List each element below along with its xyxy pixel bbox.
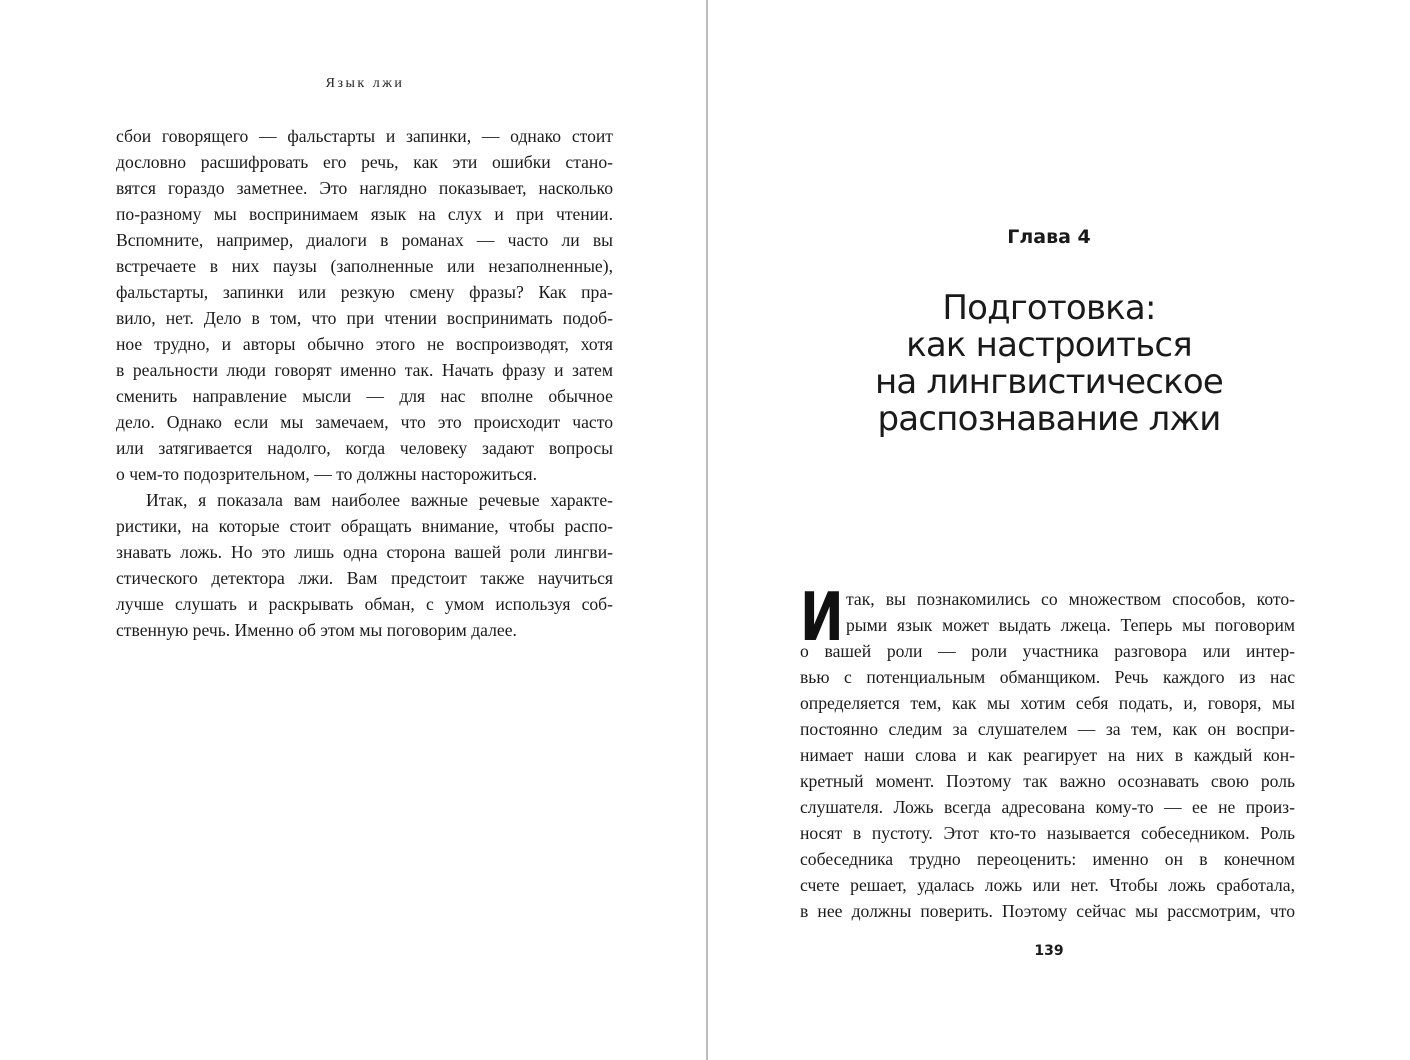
text-line: о вашей роли — роли участника разговора или интер- [800, 641, 1295, 661]
text-line: встречаете в них паузы (заполненные или незаполненные), [116, 256, 613, 276]
text-line: ное трудно, и авторы обычно этого не воспроизводят, хотя [116, 334, 613, 354]
text-line: нимает наши слова и как реагирует на них в каждый кон- [800, 745, 1295, 765]
text-line: знавать ложь. Но это лишь одна сторона вашей роли лингви- [116, 542, 613, 562]
running-head: Язык лжи [325, 76, 405, 91]
text-line: дословно расшифровать его речь, как эти ошибки стано- [116, 152, 613, 172]
text-line: сменить направление мысли — для нас вполне обычное [116, 386, 613, 406]
text-line: о чем-то подозрительном, — то должны насторожиться. [116, 464, 537, 484]
page-number: 139 [1034, 943, 1064, 959]
chapter-title-line: как настроиться [906, 325, 1192, 365]
chapter-title-line: распознавание лжи [877, 399, 1221, 439]
text-line: дело. Однако если мы замечаем, что это происходит часто [116, 412, 613, 432]
text-line: вило, нет. Дело в том, что при чтении воспринимать подоб- [116, 308, 613, 328]
text-line: вью с потенциальным обманщиком. Речь каждого из нас [800, 667, 1295, 687]
chapter-title-line: Подготовка: [942, 288, 1156, 328]
text-line: сбои говорящего — фальстарты и запинки, — однако стоит [116, 126, 613, 146]
left-page-body [116, 123, 613, 643]
text-line: или затягивается надолго, когда человеку задают вопросы [116, 438, 613, 458]
text-line: носят в пустоту. Этот кто-то называется собеседником. Роль [800, 823, 1295, 843]
text-line: Вспомните, например, диалоги в романах — часто ли вы [116, 230, 613, 250]
text-line: определяется тем, как мы хотим себя подать, и, говоря, мы [800, 693, 1295, 713]
text-line: кретный момент. Поэтому так важно осознавать свою роль [800, 771, 1295, 791]
text-line: слушателя. Ложь всегда адресована кому-то — ее не произ- [800, 797, 1295, 817]
text-line: в реальности люди говорят именно так. Начать фразу и затем [116, 360, 613, 380]
text-line: собеседника трудно переоценить: именно он в конечном [800, 849, 1295, 869]
text-line: лучше слушать и раскрывать обман, с умом используя соб- [116, 594, 613, 614]
right-page-body [800, 578, 1295, 924]
chapter-title-line: на лингвистическое [874, 362, 1224, 402]
text-line: в нее должны поверить. Поэтому сейчас мы рассмотрим, что [800, 901, 1295, 921]
right-page [708, 0, 1410, 1060]
text-line: стического детектора лжи. Вам предстоит также научиться [116, 568, 613, 588]
text-line: Итак, я показала вам наиболее важные речевые характе- [146, 490, 613, 510]
text-line: так, вы познакомились со множеством способов, кото- [846, 589, 1295, 609]
chapter-label: Глава 4 [1007, 226, 1091, 248]
chapter-title [708, 290, 1390, 438]
text-line: по-разному мы воспринимаем язык на слух и при чтении. [116, 204, 613, 224]
text-line: рыми язык может выдать лжеца. Теперь мы поговорим [846, 615, 1295, 635]
text-line: вятся гораздо заметнее. Это наглядно показывает, насколько [116, 178, 613, 198]
text-line: счете решает, удалась ложь или нет. Чтобы ложь сработала, [800, 875, 1295, 895]
text-line: ственную речь. Именно об этом мы поговорим далее. [116, 620, 517, 640]
text-line: ристики, на которые стоит обращать внимание, чтобы распо- [116, 516, 613, 536]
drop-cap: И [800, 578, 844, 656]
text-line: постоянно следим за слушателем — за тем, как он воспри- [800, 719, 1295, 739]
text-line: фальстарты, запинки или резкую смену фразы? Как пра- [116, 282, 613, 302]
